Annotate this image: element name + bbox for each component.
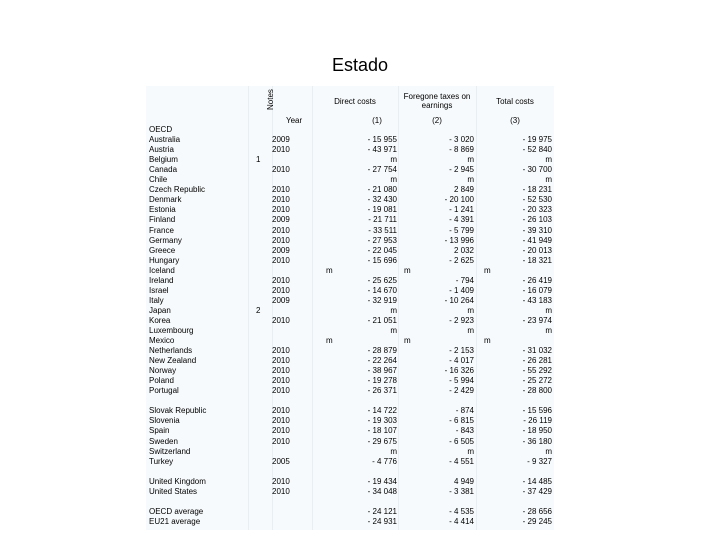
country-cell: Netherlands [149,346,193,356]
foregone-taxes-cell: - 5 994 [449,376,474,386]
note-cell: 2 [256,305,261,315]
year-cell: 2009 [272,215,290,225]
total-costs-cell: - 26 419 [522,275,552,285]
foregone-taxes-cell: m [467,305,474,315]
foregone-taxes-cell: m [467,446,474,456]
header-direct-costs: Direct costs [334,97,376,106]
year-cell: 2010 [272,416,290,426]
direct-costs-cell: - 19 081 [367,205,397,215]
foregone-taxes-cell: - 3 020 [449,135,474,145]
total-costs-cell: - 28 656 [522,506,552,516]
table-row [146,517,554,527]
table-row [146,155,554,165]
note-cell: 1 [256,155,261,165]
page-title: Estado [331,55,389,75]
table-row [146,346,554,356]
direct-costs-cell: - 15 696 [367,255,397,265]
table-row [146,236,554,246]
table-row [146,276,554,286]
country-cell: United Kingdom [149,476,206,486]
country-cell: Australia [149,135,181,145]
country-cell: OECD [149,125,173,134]
foregone-taxes-cell: m [467,326,474,335]
total-costs-cell: - 16 079 [522,285,552,295]
direct-costs-cell: m [326,336,333,346]
total-costs-cell: - 19 975 [522,135,552,145]
country-cell: Mexico [149,336,175,346]
direct-costs-cell: - 26 371 [367,386,397,396]
country-cell: Japan [149,305,171,315]
total-costs-cell: m [545,305,552,315]
year-cell: 2010 [272,255,290,265]
country-cell: OECD average [149,506,204,516]
direct-costs-cell: - 32 919 [367,295,397,305]
table-row [146,366,554,376]
total-costs-cell: - 15 596 [522,406,552,416]
total-costs-cell: m [484,336,491,346]
foregone-taxes-cell: - 10 264 [444,295,474,305]
total-costs-cell: - 26 103 [522,215,552,225]
table-row [146,437,554,447]
total-costs-cell: - 30 700 [522,165,552,175]
foregone-taxes-cell: - 1 241 [449,205,474,215]
direct-costs-cell: - 25 625 [367,275,397,285]
year-cell: 2009 [272,135,290,145]
total-costs-cell: - 18 321 [522,255,552,265]
direct-costs-cell: - 38 967 [367,366,397,376]
total-costs-cell: - 28 800 [522,386,552,396]
total-costs-cell: - 20 323 [522,205,552,215]
country-cell: Israel [149,285,169,295]
foregone-taxes-cell: m [467,175,474,185]
country-cell: Sweden [149,436,178,446]
total-costs-cell: m [545,175,552,185]
foregone-taxes-cell: - 794 [455,275,474,285]
country-cell: Greece [149,245,176,255]
table-row [146,256,554,266]
country-cell: Denmark [149,195,182,205]
direct-costs-cell: - 22 045 [367,245,397,255]
table-row [146,386,554,396]
year-cell: 2010 [272,145,290,155]
direct-costs-cell: m [326,265,333,275]
direct-costs-cell: - 28 879 [367,346,397,356]
country-cell: EU21 average [149,516,201,526]
table-row [146,326,554,336]
foregone-taxes-cell: - 13 996 [444,235,474,245]
table-row [146,135,554,145]
country-cell: Finland [149,215,176,225]
total-costs-cell: m [545,446,552,456]
total-costs-cell: - 43 183 [522,295,552,305]
direct-costs-cell: m [390,155,397,165]
total-costs-cell: - 39 310 [522,225,552,235]
total-costs-cell: - 18 950 [522,426,552,436]
table-row [146,416,554,426]
table-row [146,447,554,457]
year-cell: 2010 [272,275,290,285]
total-costs-cell: - 31 032 [522,346,552,356]
country-cell: Hungary [149,255,180,265]
foregone-taxes-cell: - 1 409 [449,285,474,295]
total-costs-cell: - 26 119 [523,416,552,426]
total-costs-cell: - 25 272 [522,376,552,386]
direct-costs-cell: m [390,305,397,315]
table-row [146,477,554,487]
foregone-taxes-cell: - 4 551 [449,456,474,466]
total-costs-cell: - 36 180 [522,436,552,446]
year-cell: 2010 [272,185,290,195]
direct-costs-cell: - 33 511 [368,225,397,235]
table-row [146,426,554,436]
direct-costs-cell: - 14 670 [367,285,397,295]
table-row [146,487,554,497]
table-row [146,336,554,346]
table-row [146,406,554,416]
foregone-taxes-cell: m [404,336,411,346]
year-cell: 2010 [272,476,290,486]
foregone-taxes-cell: 2 849 [453,185,474,195]
total-costs-cell: m [545,326,552,335]
direct-costs-cell: - 24 121 [367,506,397,516]
header-notes: Notes [266,89,275,110]
country-cell: Spain [149,426,170,436]
foregone-taxes-cell: - 6 815 [449,416,474,426]
country-cell: France [149,225,174,235]
country-cell: Turkey [149,456,174,466]
direct-costs-cell: - 19 303 [367,416,397,426]
table-row [146,246,554,256]
table-row [146,457,554,467]
table-row [146,316,554,326]
table-row [146,356,554,366]
total-costs-cell: m [545,155,552,165]
year-cell: 2010 [272,205,290,215]
total-costs-cell: - 26 281 [522,356,552,366]
header-total-costs: Total costs [496,97,534,106]
year-cell: 2010 [272,406,290,416]
foregone-taxes-cell: - 4 414 [449,516,474,526]
header-col-1: (1) [372,116,382,125]
table-row [146,376,554,386]
cost-table [146,86,554,530]
direct-costs-cell: - 19 434 [367,476,397,486]
direct-costs-cell: - 4 776 [372,456,397,466]
country-cell: Estonia [149,205,176,215]
direct-costs-cell: - 32 430 [367,195,397,205]
direct-costs-cell: - 19 278 [367,376,397,386]
foregone-taxes-cell: - 843 [455,426,474,436]
year-cell: 2010 [272,366,290,376]
direct-costs-cell: m [390,175,397,185]
total-costs-cell: - 37 429 [522,486,552,496]
foregone-taxes-cell: - 3 381 [449,486,474,496]
foregone-taxes-cell: - 4 535 [449,506,474,516]
year-cell: 2005 [272,456,290,466]
foregone-taxes-cell: m [404,265,411,275]
country-cell: United States [149,486,198,496]
foregone-taxes-cell: - 2 153 [449,346,474,356]
total-costs-cell: - 23 974 [522,315,552,325]
total-costs-cell: - 18 231 [522,185,552,195]
header-col-3: (3) [510,116,520,125]
foregone-taxes-cell: - 2 923 [449,315,474,325]
total-costs-cell: - 52 530 [522,195,552,205]
direct-costs-cell: - 27 754 [367,165,397,175]
direct-costs-cell: - 34 048 [367,486,397,496]
country-cell: Germany [149,235,182,245]
country-cell: Canada [149,165,178,175]
direct-costs-cell: - 29 675 [367,436,397,446]
country-cell: New Zealand [149,356,197,366]
direct-costs-cell: m [390,446,397,456]
total-costs-cell: m [484,265,491,275]
total-costs-cell: - 14 485 [522,476,552,486]
table-row [146,175,554,185]
year-cell: 2010 [272,195,290,205]
direct-costs-cell: - 21 080 [367,185,397,195]
country-cell: Italy [149,295,164,305]
foregone-taxes-cell: - 20 100 [444,195,474,205]
foregone-taxes-cell: - 5 799 [449,225,474,235]
year-cell: 2010 [272,376,290,386]
header-foregone-taxes: Foregone taxes on earnings [403,92,471,110]
table-row [146,185,554,195]
foregone-taxes-cell: - 2 429 [449,386,474,396]
table-row [146,215,554,225]
header-col-2: (2) [432,116,442,125]
direct-costs-cell: - 43 971 [367,145,397,155]
year-cell: 2010 [272,346,290,356]
year-cell: 2010 [272,165,290,175]
total-costs-cell: - 52 840 [522,145,552,155]
table-row [146,296,554,306]
table-row [146,205,554,215]
year-cell: 2010 [272,486,290,496]
direct-costs-cell: - 21 711 [368,215,397,225]
country-cell: Iceland [149,265,175,275]
total-costs-cell: - 55 292 [522,366,552,376]
foregone-taxes-cell: m [467,155,474,165]
direct-costs-cell: - 24 931 [367,516,397,526]
year-cell: 2010 [272,426,290,436]
direct-costs-cell: - 22 264 [367,356,397,366]
foregone-taxes-cell: - 4 391 [449,215,474,225]
year-cell: 2010 [272,225,290,235]
table-row [146,266,554,276]
year-cell: 2010 [272,356,290,366]
country-cell: Norway [149,366,177,376]
foregone-taxes-cell: - 2 625 [449,255,474,265]
foregone-taxes-cell: - 8 869 [449,145,474,155]
country-cell: Chile [149,175,168,185]
foregone-taxes-cell: - 4 017 [449,356,474,366]
table-row [146,195,554,205]
table-row [146,306,554,316]
year-cell: 2010 [272,315,290,325]
country-cell: Belgium [149,155,178,165]
country-cell: Czech Republic [149,185,206,195]
country-cell: Luxembourg [149,326,194,335]
table-row [146,507,554,517]
direct-costs-cell: m [390,326,397,335]
total-costs-cell: - 41 949 [522,235,552,245]
foregone-taxes-cell: - 16 326 [444,366,474,376]
total-costs-cell: - 9 327 [527,456,552,466]
foregone-taxes-cell: 4 949 [453,476,474,486]
country-cell: Slovak Republic [149,406,207,416]
country-cell: Ireland [149,275,174,285]
country-cell: Korea [149,315,171,325]
table-row [146,165,554,175]
foregone-taxes-cell: 2 032 [453,245,474,255]
year-cell: 2010 [272,285,290,295]
year-cell: 2009 [272,295,290,305]
country-cell: Slovenia [149,416,180,426]
foregone-taxes-cell: - 6 505 [449,436,474,446]
total-costs-cell: - 20 013 [522,245,552,255]
year-cell: 2010 [272,436,290,446]
table-row [146,125,554,135]
table-row [146,145,554,155]
total-costs-cell: - 29 245 [522,516,552,526]
direct-costs-cell: - 27 953 [367,235,397,245]
direct-costs-cell: - 18 107 [367,426,397,436]
direct-costs-cell: - 14 722 [367,406,397,416]
foregone-taxes-cell: - 874 [455,406,474,416]
direct-costs-cell: - 15 955 [367,135,397,145]
foregone-taxes-cell: - 2 945 [449,165,474,175]
table-row [146,226,554,236]
country-cell: Switzerland [149,446,191,456]
year-cell: 2010 [272,386,290,396]
country-cell: Portugal [149,386,179,396]
country-cell: Austria [149,145,174,155]
table-row [146,286,554,296]
country-cell: Poland [149,376,174,386]
direct-costs-cell: - 21 051 [367,315,397,325]
year-cell: 2010 [272,235,290,245]
year-cell: 2009 [272,245,290,255]
header-year: Year [286,116,303,125]
